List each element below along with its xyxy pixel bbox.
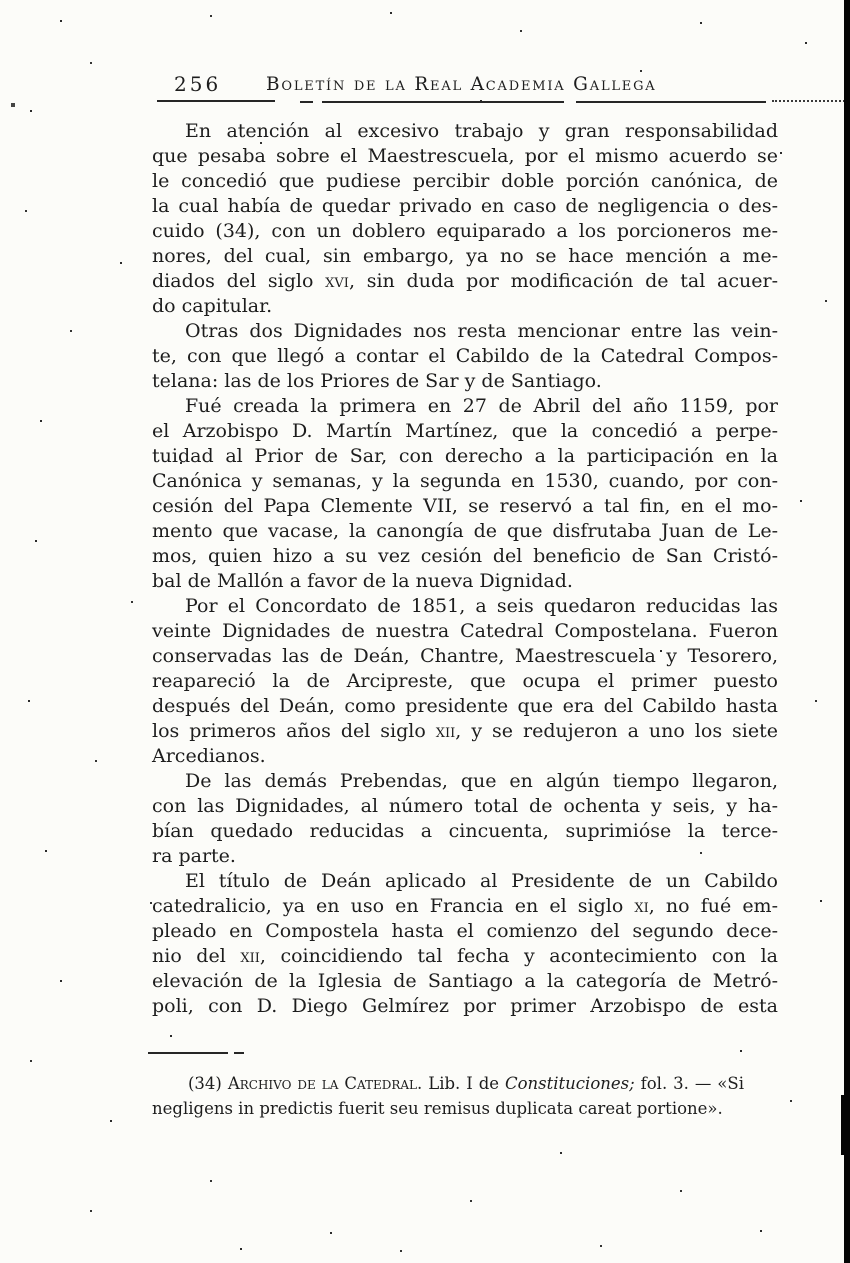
- text-line: la cual había de quedar privado en caso de negligencia o des-: [152, 195, 778, 217]
- header-rule-dotted-segment: [772, 100, 845, 102]
- text-line: diados del siglo xvi, sin duda por modificación de tal acuer-: [152, 270, 778, 292]
- text-line: pleado en Compostela hasta el comienzo del segundo dece-: [152, 920, 778, 942]
- text-line: le concedió que pudiese percibir doble porción canónica, de: [152, 170, 778, 192]
- small-caps-text: xii: [240, 945, 260, 967]
- text-line: Arcedianos.: [152, 745, 266, 767]
- text-line: do capitular.: [152, 295, 273, 317]
- text-line: De las demás Prebendas, que en algún tiempo llegaron,: [185, 770, 778, 792]
- header-rule-pagenum: [157, 100, 275, 102]
- paragraph: [152, 119, 778, 319]
- text-line: bían quedado reducidas a cincuenta, suprimióse la terce-: [152, 820, 778, 842]
- paragraph: [152, 394, 778, 594]
- small-caps-text: Archivo de la Catedral.: [227, 1074, 423, 1093]
- italic-text: Constituciones;: [504, 1074, 635, 1093]
- text-line: telana: las de los Priores de Sar y de Santiago.: [152, 370, 602, 392]
- paragraph: [152, 769, 778, 869]
- footnote-separator: [148, 1052, 228, 1054]
- text-line: con las Dignidades, al número total de ochenta y seis, y ha-: [152, 795, 778, 817]
- text-line: Por el Concordato de 1851, a seis quedaron reducidas las: [185, 595, 778, 617]
- text-line: que pesaba sobre el Maestrescuela, por el mismo acuerdo se: [152, 145, 778, 167]
- text-line: veinte Dignidades de nuestra Catedral Compostelana. Fueron: [152, 620, 778, 642]
- text-line: te, con que llegó a contar el Cabildo de la Catedral Compos-: [152, 345, 778, 367]
- text-line: En atención al excesivo trabajo y gran responsabilidad: [185, 120, 778, 142]
- text-line: los primeros años del siglo xii, y se redujeron a uno los siete: [152, 720, 778, 742]
- text-line: ra parte.: [152, 845, 236, 867]
- text-line: cesión del Papa Clemente VII, se reservó a tal fin, en el mo-: [152, 495, 778, 517]
- scan-edge-artifact: [844, 0, 850, 1263]
- text-line: catedralicio, ya en uso en Francia en el siglo xi, no fué em-: [152, 895, 778, 917]
- text-line: el Arzobispo D. Martín Martínez, que la concedió a perpe-: [152, 420, 778, 442]
- running-header-title: Boletín de la Real Academia Gallega: [266, 74, 657, 95]
- text-line: cuido (34), con un doblero equiparado a los porcioneros me-: [152, 220, 778, 242]
- footnote-line: negligens in predictis fuerit seu remisus duplicata careat portione».: [152, 1099, 723, 1118]
- page-number: 256: [174, 72, 222, 96]
- text-line: Fué creada la primera en 27 de Abril del año 1159, por: [185, 395, 778, 417]
- footnote-separator-dash: [234, 1052, 244, 1054]
- text-line: tuidad al Prior de Sar, con derecho a la participación en la: [152, 445, 778, 467]
- scan-edge-artifact-wide: [841, 1095, 850, 1155]
- body-text: [152, 119, 778, 1019]
- paragraph: [152, 869, 778, 1019]
- text-line: poli, con D. Diego Gelmírez por primer Arzobispo de esta: [152, 995, 778, 1017]
- scan-noise: [0, 0, 2, 2]
- text-line: mos, quien hizo a su vez cesión del beneficio de San Cristó-: [152, 545, 778, 567]
- text-line: conservadas las de Deán, Chantre, Maestrescuela y Tesorero,: [152, 645, 778, 667]
- paragraph: [152, 319, 778, 394]
- text-line: Otras dos Dignidades nos resta mencionar entre las vein-: [185, 320, 778, 342]
- header-rule-segment: [300, 101, 313, 103]
- footnote-text: [152, 1071, 744, 1121]
- text-line: nio del xii, coincidiendo tal fecha y acontecimiento con la: [152, 945, 778, 967]
- footnote-line: (34) Archivo de la Catedral. Lib. I de Constituciones; fol. 3. — «Si: [188, 1074, 744, 1093]
- header-rule-segment: [322, 101, 564, 103]
- text-line: bal de Mallón a favor de la nueva Dignidad.: [152, 570, 573, 592]
- paragraph: [152, 594, 778, 769]
- small-caps-text: xii: [435, 720, 456, 742]
- text-line: mento que vacase, la canongía de que disfrutaba Juan de Le-: [152, 520, 778, 542]
- small-caps-text: xvi: [325, 270, 349, 292]
- text-line: nores, del cual, sin embargo, ya no se hace mención a me-: [152, 245, 778, 267]
- header-rule-segment: [576, 101, 766, 103]
- text-line: elevación de la Iglesia de Santiago a la categoría de Metró-: [152, 970, 778, 992]
- text-line: Canónica y semanas, y la segunda en 1530, cuando, por con-: [152, 470, 778, 492]
- small-caps-text: xi: [634, 895, 649, 917]
- text-line: después del Deán, como presidente que era del Cabildo hasta: [152, 695, 778, 717]
- text-line: El título de Deán aplicado al Presidente de un Cabildo: [185, 870, 778, 892]
- text-line: reapareció la de Arcipreste, que ocupa el primer puesto: [152, 670, 778, 692]
